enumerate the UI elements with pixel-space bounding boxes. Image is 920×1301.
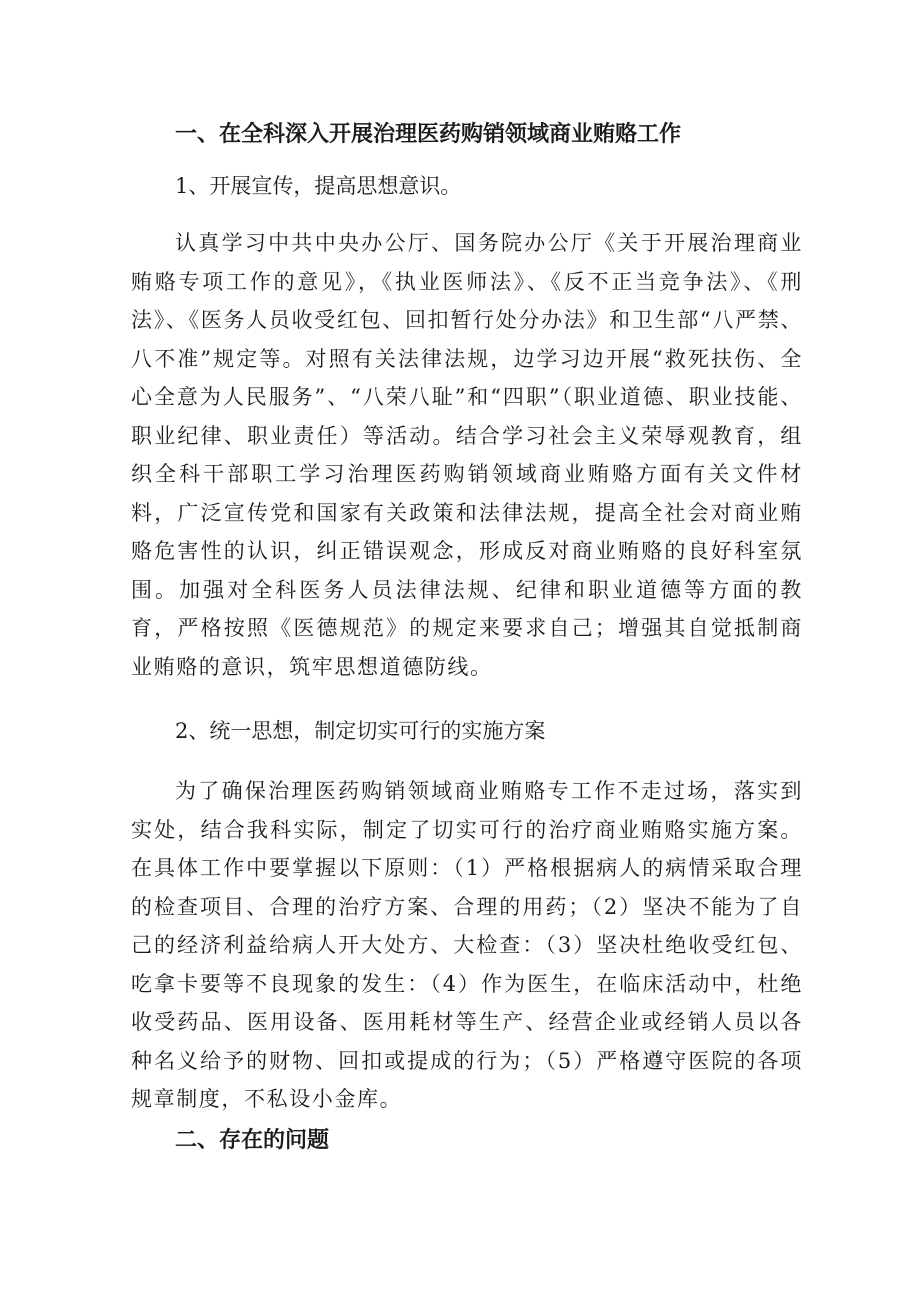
item2-title: 2、统一思想，制定切实可行的实施方案 [175, 719, 546, 743]
item1-paragraph: 认真学习中共中央办公厅、国务院办公厅《关于开展治理商业贿赂专项工作的意见》，《执业医师法》、《反不正当竞争法》、《刑法》、《医务人员收受红包、回扣暂行处分办法》和卫生部“八严禁、八不准”规定等。对照有关法律法规，边学习边开展“救死扶伤、全心全意为人民服务”、“八荣八耻”和“四职”（职业道德、职业技能、职业纪律、职业责任）等活动。结合学习社会主义荣辱观教育，组织全科干部职工学习治理医药购销领域商业贿赂方面有关文件材料，广泛宣传党和国家有关政策和法律法规，提高全社会对商业贿赂危害性的认识，纠正错误观念，形成反对商业贿赂的良好科室氛围。加强对全科医务人员法律法规、纪律和职业道德等方面的教育，严格按照《医德规范》的规定来要求自己；增强其自觉抵制商业贿赂的意识，筑牢思想道德防线。 [131, 231, 803, 679]
item2-paragraph: 为了确保治理医药购销领域商业贿赂专工作不走过场，落实到实处，结合我科实际，制定了切实可行的治疗商业贿赂实施方案。在具体工作中要掌握以下原则：（1）严格根据病人的病情采取合理的检查项目、合理的治疗方案、合理的用药；（2）坚决不能为了自己的经济利益给病人开大处方、大检查：（3）坚决杜绝收受红包、吃拿卡要等不良现象的发生：（4）作为医生，在临床活动中，杜绝收受药品、医用设备、医用耗材等生产、经营企业或经销人员以各种名义给予的财物、回扣或提成的行为；（5）严格遵守医院的各项规章制度，不私设小金库。 [131, 779, 803, 1111]
section1-heading: 一、在全科深入开展治理医药购销领域商业贿赂工作 [175, 122, 682, 147]
section2-heading: 二、存在的问题 [175, 1128, 330, 1153]
item1-title: 1、开展宣传，提高思想意识。 [175, 174, 462, 198]
